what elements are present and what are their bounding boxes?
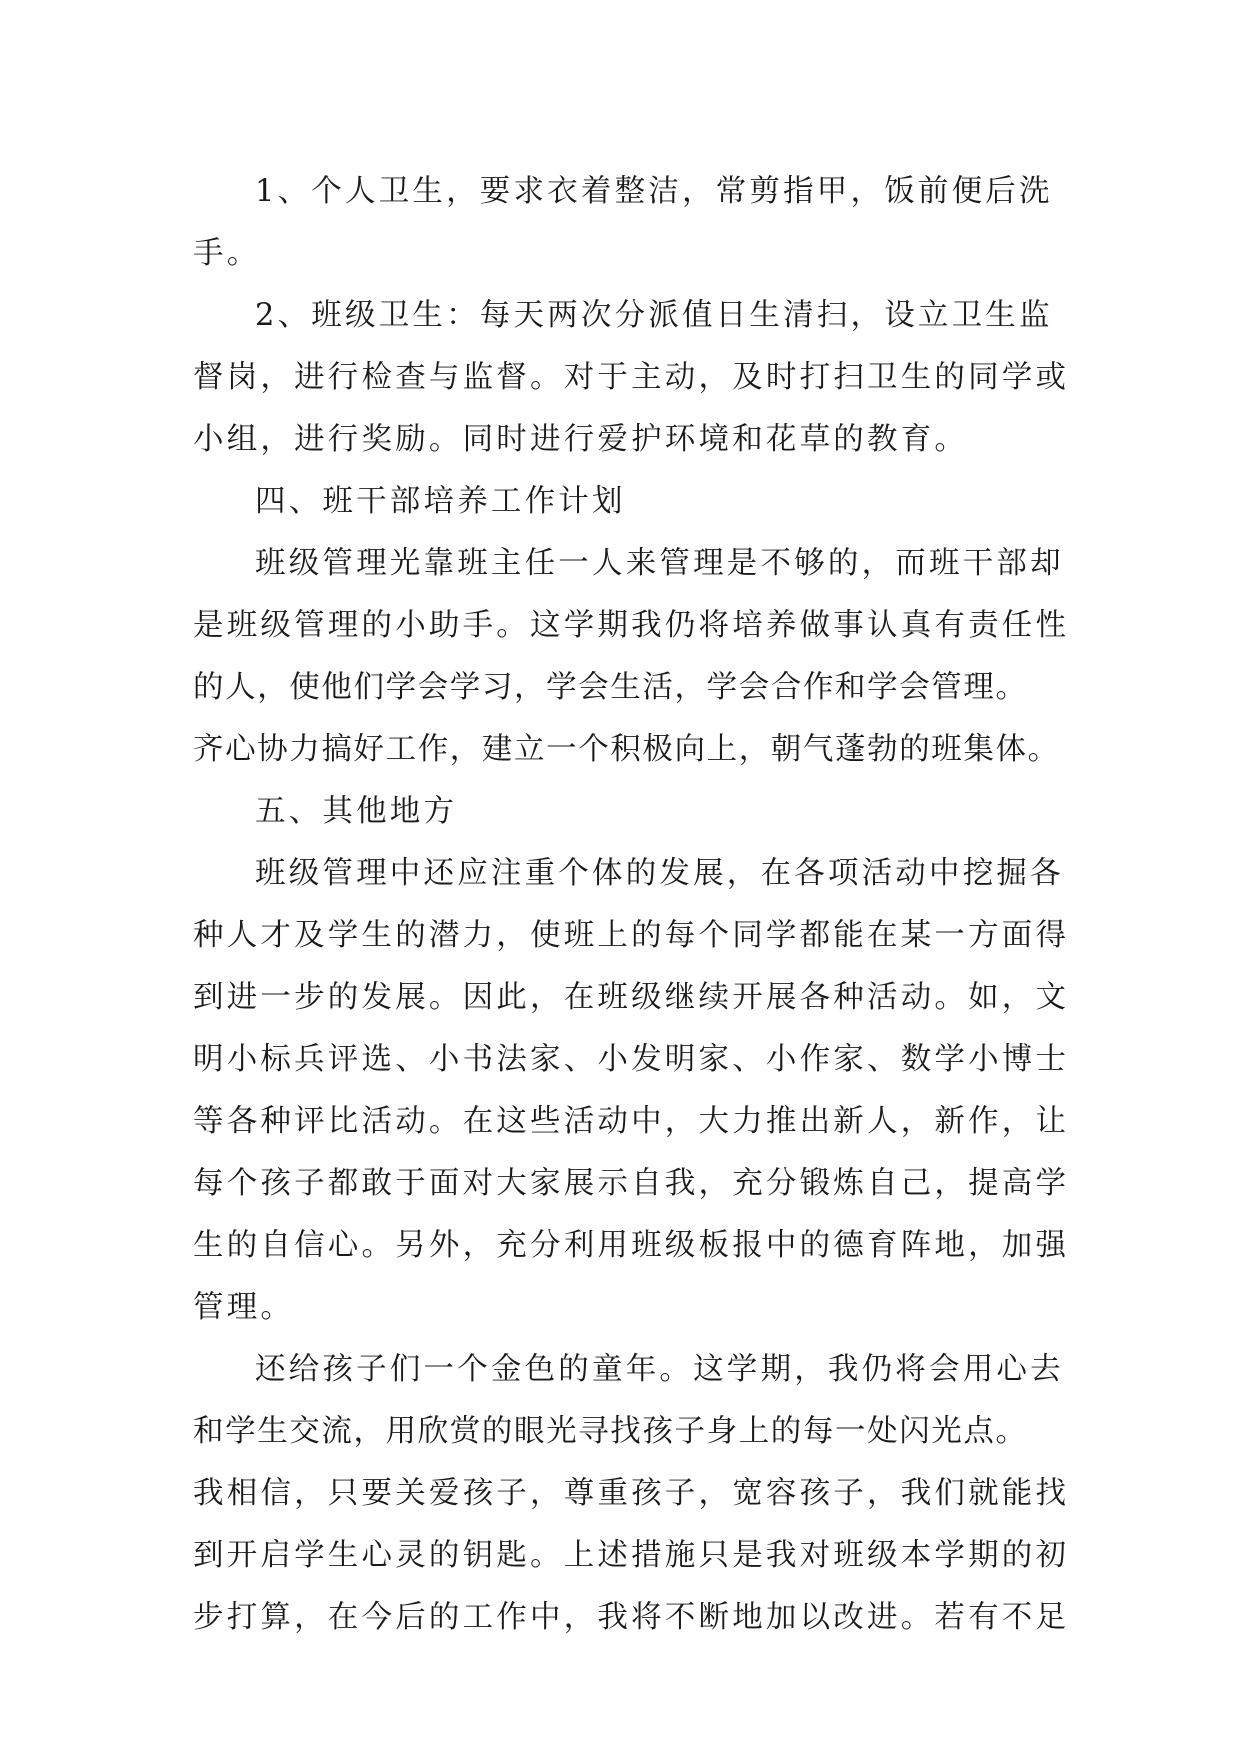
text-line: 到进一步的发展。因此，在班级继续开展各种活动。如，文 — [193, 980, 1070, 1015]
text-line: 和学生交流，用欣赏的眼光寻找孩子身上的每一处闪光点。 — [193, 1414, 1028, 1449]
text-line: 等各种评比活动。在这些活动中，大力推出新人，新作，让 — [193, 1104, 1070, 1139]
text-line: 督岗，进行检查与监督。对于主动，及时打扫卫生的同学或 — [193, 360, 1070, 395]
document-body — [193, 161, 1073, 1649]
text-line: 生的自信心。另外，充分利用班级板报中的德育阵地，加强 — [193, 1228, 1070, 1263]
text-line: 手。 — [193, 236, 261, 271]
text-line: 齐心协力搞好工作，建立一个积极向上，朝气蓬勃的班集体。 — [193, 732, 1060, 767]
text-line: 2、班级卫生：每天两次分派值日生清扫，设立卫生监 — [255, 298, 1053, 333]
section-heading: 五、其他地方 — [255, 794, 458, 829]
text-line: 明小标兵评选、小书法家、小发明家、小作家、数学小博士 — [193, 1042, 1070, 1077]
text-line: 小组，进行奖励。同时进行爱护环境和花草的教育。 — [193, 422, 969, 457]
text-line: 每个孩子都敢于面对大家展示自我，充分锻炼自己，提高学 — [193, 1166, 1070, 1201]
text-line: 管理。 — [193, 1290, 295, 1325]
text-line: 还给孩子们一个金色的童年。这学期，我仍将会用心去 — [255, 1352, 1064, 1387]
text-line: 种人才及学生的潜力，使班上的每个同学都能在某一方面得 — [193, 918, 1070, 953]
text-line: 班级管理中还应注重个体的发展，在各项活动中挖掘各 — [255, 856, 1064, 891]
text-line: 是班级管理的小助手。这学期我仍将培养做事认真有责任性 — [193, 608, 1070, 643]
text-line: 我相信，只要关爱孩子，尊重孩子，宽容孩子，我们就能找 — [193, 1476, 1070, 1511]
text-line: 的人，使他们学会学习，学会生活，学会合作和学会管理。 — [193, 670, 1028, 705]
section-heading: 四、班干部培养工作计划 — [255, 484, 626, 519]
text-line: 1、个人卫生，要求衣着整洁，常剪指甲，饭前便后洗 — [255, 174, 1053, 209]
text-line: 班级管理光靠班主任一人来管理是不够的，而班干部却 — [255, 546, 1064, 581]
text-line: 步打算，在今后的工作中，我将不断地加以改进。若有不足 — [193, 1600, 1070, 1635]
text-line: 到开启学生心灵的钥匙。上述措施只是我对班级本学期的初 — [193, 1538, 1070, 1573]
